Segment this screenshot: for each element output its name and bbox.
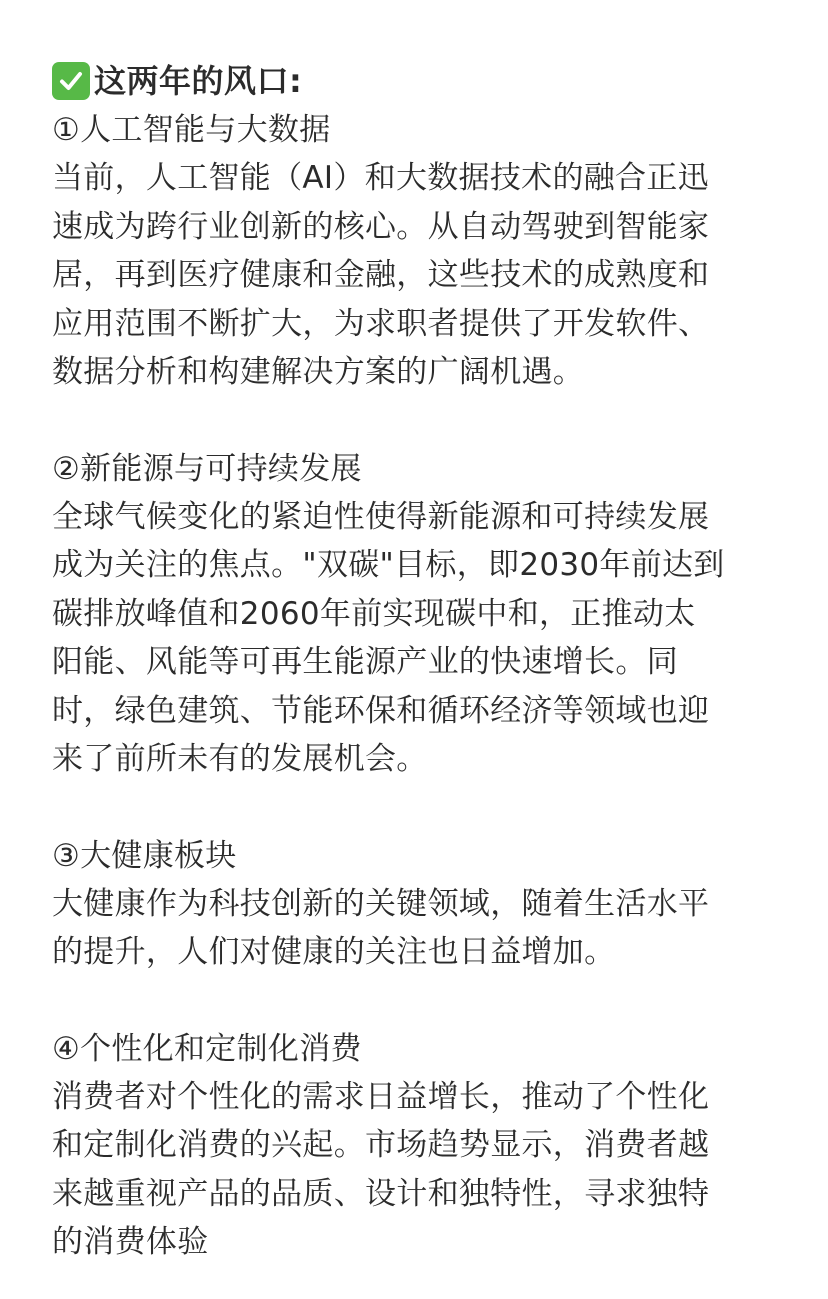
section-heading: ①人工智能与大数据 bbox=[52, 112, 331, 148]
section-heading: ②新能源与可持续发展 bbox=[52, 450, 362, 487]
paragraph-line: 速成为跨行业创新的核心。从自动驾驶到智能家 bbox=[52, 208, 710, 245]
paragraph-line: 成为关注的焦点。"双碳"目标，即2030年前达到 bbox=[52, 547, 725, 583]
section-spacer bbox=[52, 784, 792, 832]
paragraph-line: 碳排放峰值和2060年前实现碳中和，正推动太 bbox=[52, 595, 696, 632]
paragraph-line: 和定制化消费的兴起。市场趋势显示，消费者越 bbox=[52, 1127, 710, 1163]
section-spacer bbox=[52, 397, 792, 445]
check-mark-button-icon bbox=[52, 62, 90, 100]
section-spacer bbox=[52, 977, 792, 1025]
paragraph-line: 大健康作为科技创新的关键领域，随着生活水平 bbox=[52, 885, 710, 922]
paragraph-line: 当前，人工智能（AI）和大数据技术的融合正迅 bbox=[52, 160, 709, 196]
section-heading: ③大健康板块 bbox=[52, 837, 237, 874]
title-row bbox=[52, 56, 792, 106]
paragraph-line: 消费者对个性化的需求日益增长，推动了个性化 bbox=[52, 1078, 710, 1115]
paragraph-line: 数据分析和构建解决方案的广阔机遇。 bbox=[52, 354, 585, 390]
section-personalized-consumption bbox=[52, 1025, 792, 1267]
paragraph-line: 阳能、风能等可再生能源产业的快速增长。同 bbox=[52, 644, 678, 680]
section-heading: ④个性化和定制化消费 bbox=[52, 1030, 362, 1067]
paragraph-line: 来越重视产品的品质、设计和独特性，寻求独特 bbox=[52, 1175, 710, 1212]
paragraph-line: 来了前所未有的发展机会。 bbox=[52, 741, 428, 777]
section-ai-bigdata bbox=[52, 106, 792, 397]
paragraph-line: 应用范围不断扩大，为求职者提供了开发软件、 bbox=[52, 305, 710, 342]
paragraph-line: 的消费体验 bbox=[52, 1224, 209, 1260]
paragraph-line: 全球气候变化的紧迫性使得新能源和可持续发展 bbox=[52, 498, 710, 535]
paragraph-line: 时，绿色建筑、节能环保和循环经济等领域也迎 bbox=[52, 692, 710, 729]
document-body bbox=[52, 56, 792, 1267]
section-health bbox=[52, 832, 792, 977]
paragraph-line: 的提升，人们对健康的关注也日益增加。 bbox=[52, 934, 616, 970]
page-title: 这两年的风口: bbox=[94, 62, 303, 100]
paragraph-line: 居，再到医疗健康和金融，这些技术的成熟度和 bbox=[52, 257, 710, 293]
section-new-energy bbox=[52, 445, 792, 784]
